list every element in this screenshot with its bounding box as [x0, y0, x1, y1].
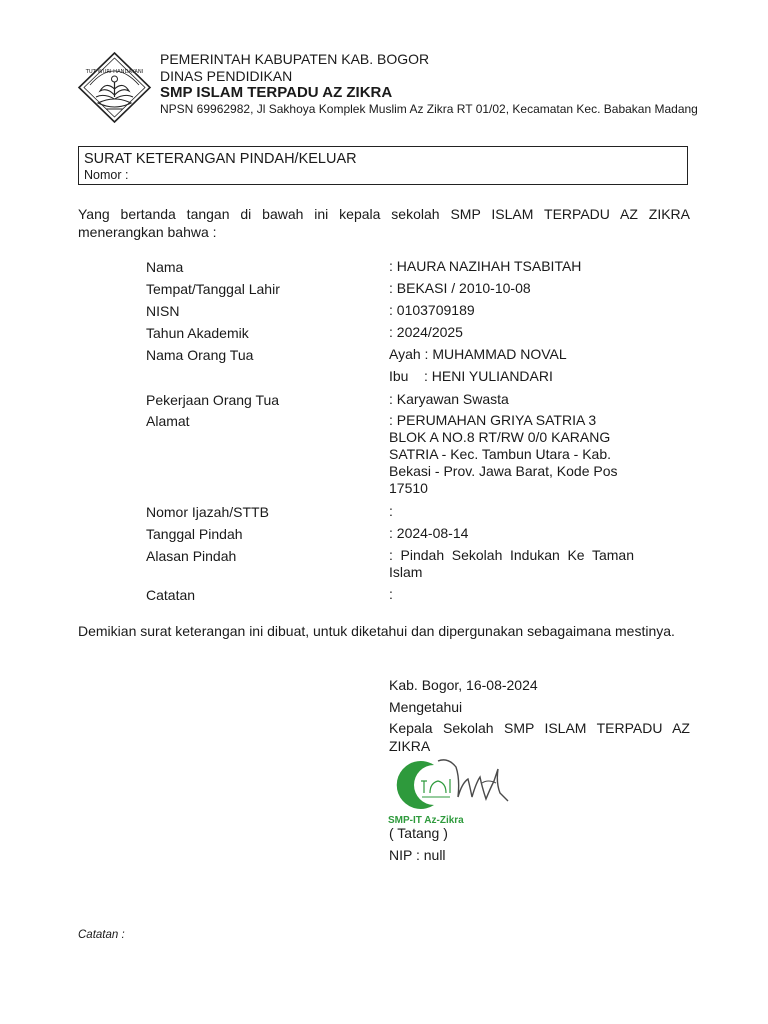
field-value-pekerjaan: : Karyawan Swasta	[389, 391, 509, 407]
document-title: SURAT KETERANGAN PINDAH/KELUAR	[84, 151, 357, 167]
field-label-nama: Nama	[146, 259, 184, 275]
field-label-ijazah: Nomor Ijazah/STTB	[146, 504, 269, 520]
school-stamp-and-signature	[386, 753, 516, 828]
field-label-ortu: Nama Orang Tua	[146, 347, 254, 363]
field-value-tanggal-pindah: : 2024-08-14	[389, 525, 469, 541]
field-value-ayah: Ayah : MUHAMMAD NOVAL	[389, 346, 567, 362]
intro-paragraph: Yang bertanda tangan di bawah ini kepala sekolah SMP ISLAM TERPADU AZ ZIKRA menerangkan bahwa :	[78, 206, 690, 240]
stamp-text: SMP-IT Az-Zikra	[388, 815, 464, 826]
field-value-ttl: : BEKASI / 2010-10-08	[389, 280, 531, 296]
field-label-pekerjaan: Pekerjaan Orang Tua	[146, 392, 280, 408]
header-school-name: SMP ISLAM TERPADU AZ ZIKRA	[160, 84, 393, 101]
field-value-ibu: : HENI YULIANDARI	[424, 368, 553, 384]
handwritten-signature	[438, 760, 508, 801]
signature-place-date: Kab. Bogor, 16-08-2024	[389, 677, 538, 693]
header-government: PEMERINTAH KABUPATEN KAB. BOGOR	[160, 51, 430, 67]
signature-mengetahui: Mengetahui	[389, 699, 463, 715]
field-label-ibu: Ibu	[389, 368, 409, 384]
field-label-alasan: Alasan Pindah	[146, 548, 237, 564]
field-value-alamat: : PERUMAHAN GRIYA SATRIA 3 BLOK A NO.8 RT/RW 0/0 KARANG SATRIA - Kec. Tambun Utara - Kab. Bekasi - Prov. Jawa Barat, Kode Pos 17510	[389, 412, 618, 496]
document-number: Nomor :	[84, 168, 129, 182]
header-address: NPSN 69962982, Jl Sakhoya Komplek Muslim Az Zikra RT 01/02, Kecamatan Kec. Babakan Madang	[160, 102, 698, 116]
field-value-nama: : HAURA NAZIHAH TSABITAH	[389, 258, 582, 274]
field-label-tahun: Tahun Akademik	[146, 325, 249, 341]
field-value-tahun: : 2024/2025	[389, 324, 463, 340]
crescent-icon	[397, 761, 434, 809]
signature-position: Kepala Sekolah SMP ISLAM TERPADU AZ ZIKRA	[389, 720, 690, 754]
field-value-alasan: : Pindah Sekolah Indukan Ke Taman Islam	[389, 547, 634, 580]
document-title-box	[78, 146, 688, 185]
field-value-ijazah: :	[389, 503, 393, 519]
field-label-alamat: Alamat	[146, 413, 190, 429]
signature-nip: NIP : null	[389, 847, 446, 863]
field-label-catatan: Catatan	[146, 587, 196, 603]
field-value-nisn: : 0103709189	[389, 302, 475, 318]
header-department: DINAS PENDIDIKAN	[160, 68, 293, 84]
emblem-motto-text: TUT WURI HANDAYANI	[85, 69, 144, 75]
field-label-tanggal-pindah: Tanggal Pindah	[146, 526, 243, 542]
signature-name: ( Tatang )	[389, 825, 448, 841]
footer-note: Catatan :	[78, 929, 125, 941]
closing-paragraph: Demikian surat keterangan ini dibuat, untuk diketahui dan dipergunakan sebagaimana mestinya.	[78, 623, 675, 639]
field-label-ttl: Tempat/Tanggal Lahir	[146, 281, 280, 297]
field-value-catatan: :	[389, 586, 393, 602]
field-label-nisn: NISN	[146, 303, 180, 319]
tut-wuri-handayani-emblem	[76, 51, 153, 124]
